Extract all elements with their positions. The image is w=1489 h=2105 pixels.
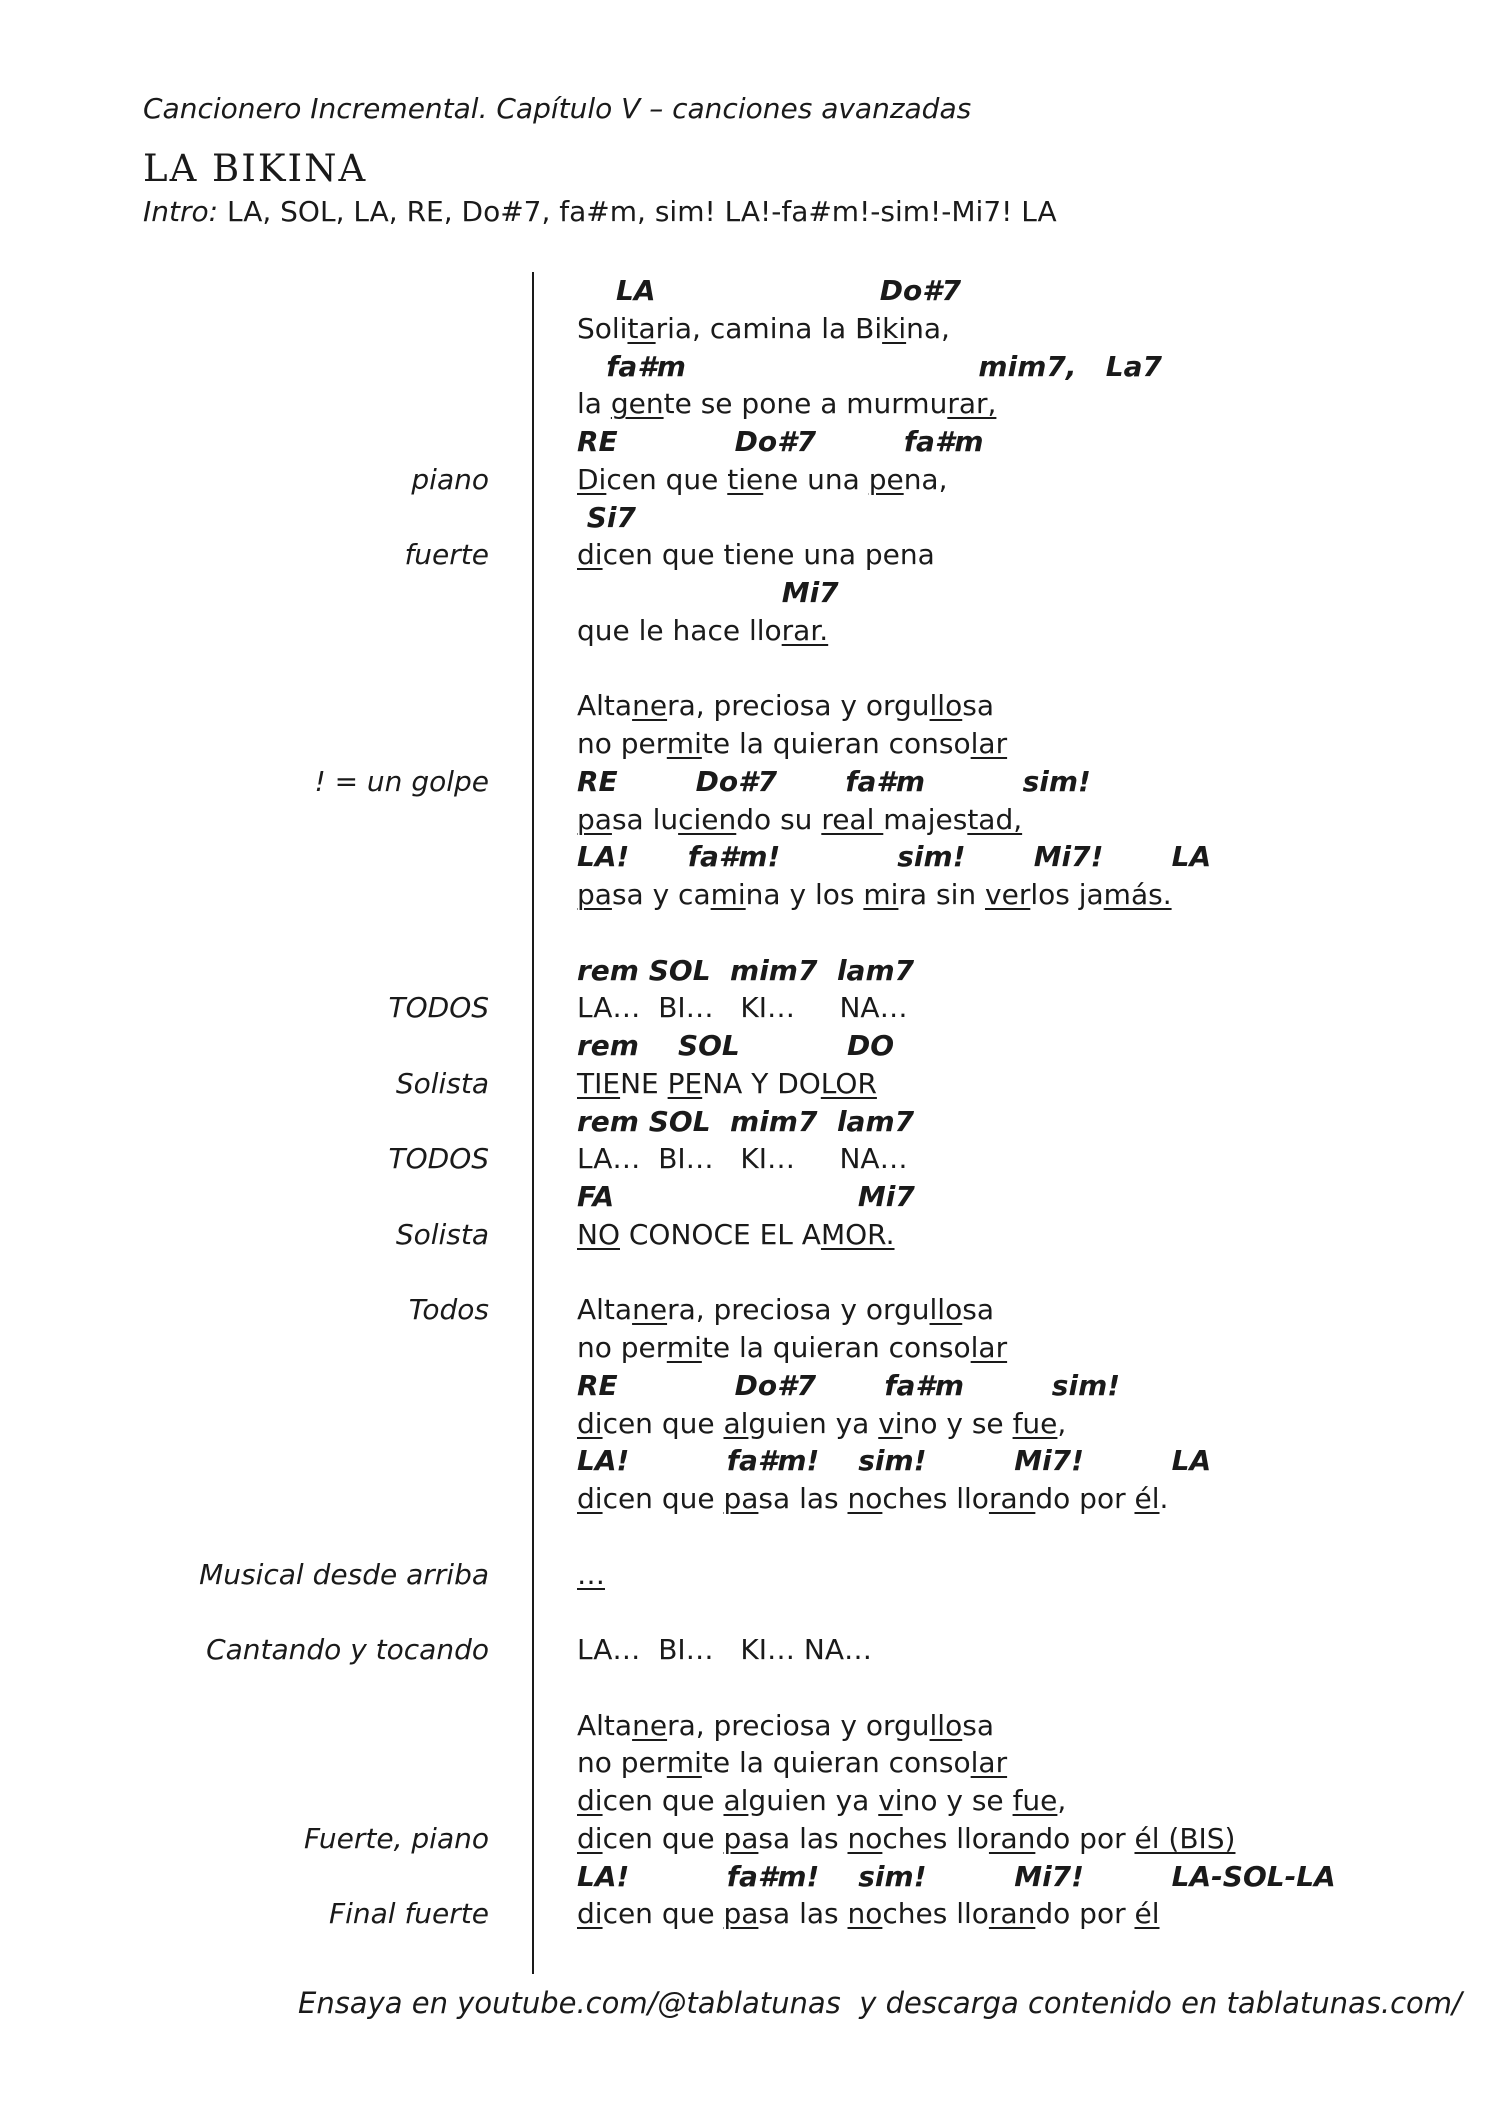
stressed-syllable: ne — [632, 689, 668, 723]
stressed-syllable: fue — [1012, 1784, 1058, 1817]
stressed-syllable: PE — [667, 1066, 703, 1100]
stressed-syllable: di — [577, 1784, 603, 1817]
stressed-syllable: ran — [988, 1821, 1036, 1855]
stressed-syllable: lar — [970, 727, 1008, 760]
chord-line: RE Do#7 fa#m sim! — [577, 1368, 1121, 1402]
footer-note: Ensaya en youtube.com/@tablatunas y descarga contenido en tablatunas.com/ — [298, 1986, 1462, 2020]
stressed-syllable: no — [847, 1897, 883, 1931]
stressed-syllable: llo — [929, 689, 963, 723]
performance-note: piano — [411, 462, 489, 496]
chord-line: RE Do#7 fa#m — [577, 425, 984, 458]
lyric-line: dicen que pasa las noches llorando por él. — [577, 1482, 1169, 1515]
song-title: LA BIKINA — [143, 147, 368, 190]
chord-line: LA Do#7 — [577, 274, 962, 307]
stressed-syllable: rar. — [781, 613, 829, 647]
lyric-line: pasa y camina y los mira sin verlos jamás. — [577, 878, 1172, 911]
stressed-syllable: pa — [723, 1821, 759, 1855]
stressed-syllable: al — [723, 1406, 749, 1440]
stressed-syllable: ran — [988, 1897, 1036, 1931]
stressed-syllable: ki — [882, 311, 907, 345]
stressed-syllable: vi — [878, 1784, 903, 1817]
performance-note: ! = un golpe — [314, 764, 489, 798]
performance-note: Musical desde arriba — [199, 1557, 489, 1591]
lyric-line: dicen que tiene una pena — [577, 538, 935, 572]
stressed-syllable: pa — [577, 878, 612, 911]
stressed-syllable: mi — [863, 878, 899, 911]
stressed-syllable: Di — [577, 462, 607, 496]
stressed-syllable: mi — [666, 1746, 702, 1780]
stressed-syllable: MOR. — [820, 1217, 895, 1251]
lyric-line: TIENE PENA Y DOLOR — [577, 1066, 877, 1100]
stressed-syllable: lar — [970, 1331, 1008, 1364]
performance-note: Solista — [395, 1217, 489, 1251]
performance-note: fuerte — [404, 538, 489, 572]
stressed-syllable: pa — [577, 802, 612, 836]
stressed-syllable: di — [577, 1406, 603, 1440]
stressed-syllable: mi — [666, 727, 702, 760]
lyric-line: Solitaria, camina la Bikina, — [577, 311, 950, 345]
intro-line — [143, 195, 1057, 228]
lyric-line: dicen que pasa las noches llorando por él (BIS) — [577, 1821, 1236, 1855]
lyric-line: dicen que pasa las noches llorando por él — [577, 1897, 1160, 1931]
stressed-syllable: pe — [868, 462, 904, 496]
stressed-syllable: ne — [632, 1293, 668, 1327]
stressed-syllable: lar — [970, 1746, 1008, 1780]
performance-note: TODOS — [388, 1142, 489, 1176]
lyric-line: que le hace llorar. — [577, 613, 829, 647]
chord-line: rem SOL mim7 lam7 — [577, 953, 915, 987]
stressed-syllable: no — [847, 1821, 883, 1855]
stressed-syllable: tie — [727, 462, 764, 496]
stressed-syllable: tad, — [967, 802, 1023, 836]
chord-line: FA Mi7 — [577, 1180, 915, 1213]
lyric-line: no permite la quieran consolar — [577, 727, 1008, 760]
performance-note: Todos — [408, 1293, 489, 1327]
performance-note: Final fuerte — [328, 1897, 489, 1931]
chord-line: LA! fa#m! sim! Mi7! LA — [577, 1444, 1212, 1478]
stressed-syllable: fue — [1012, 1406, 1058, 1440]
stressed-syllable: él (BIS) — [1134, 1821, 1236, 1855]
stressed-syllable: pa — [723, 1897, 759, 1931]
lyric-line: Altanera, preciosa y orgullosa — [577, 689, 994, 723]
performance-note: Cantando y tocando — [206, 1633, 489, 1666]
lyric-line: NO CONOCE EL AMOR. — [577, 1217, 895, 1251]
stressed-syllable: ta — [627, 311, 656, 345]
stressed-syllable: él — [1134, 1897, 1160, 1931]
stressed-syllable: rar, — [947, 387, 997, 421]
stressed-syllable: LOR — [820, 1066, 877, 1100]
lyric-line: dicen que alguien ya vino y se fue, — [577, 1406, 1067, 1440]
stressed-syllable: gen — [610, 387, 664, 421]
column-divider — [532, 272, 534, 1974]
performance-note: TODOS — [388, 991, 489, 1025]
stressed-syllable: di — [577, 1482, 603, 1515]
stressed-syllable: pa — [723, 1482, 759, 1515]
chord-line: rem SOL mim7 lam7 — [577, 1104, 915, 1138]
stressed-syllable: vi — [878, 1406, 903, 1440]
intro-label: Intro: — [143, 195, 219, 228]
performance-note: Solista — [395, 1066, 489, 1100]
stressed-syllable: mi — [666, 1331, 702, 1364]
lyric-line — [577, 1556, 605, 1594]
stressed-syllable: él — [1134, 1482, 1160, 1515]
stressed-syllable: TIE — [577, 1066, 621, 1100]
lyric-line: no permite la quieran consolar — [577, 1746, 1008, 1780]
stressed-syllable: mi — [710, 878, 746, 911]
stressed-syllable: di — [577, 538, 603, 572]
stressed-syllable: al — [723, 1784, 749, 1817]
chord-line: fa#m mim7, La7 — [577, 349, 1162, 383]
stressed-syllable: ne — [632, 1708, 668, 1742]
lyric-line: LA… BI… KI… NA… — [577, 1633, 872, 1666]
stressed-syllable: más. — [1103, 878, 1172, 911]
chord-line: LA! fa#m! sim! Mi7! LA — [577, 840, 1212, 874]
songbook-header: Cancionero Incremental. Capítulo V – canciones avanzadas — [143, 92, 972, 125]
lyric-line: LA… BI… KI… NA… — [577, 991, 908, 1025]
stressed-syllable: … — [577, 1557, 605, 1591]
chord-line: LA! fa#m! sim! Mi7! LA-SOL-LA — [577, 1859, 1336, 1893]
chord-line: rem SOL DO — [577, 1029, 895, 1062]
lyric-line: LA… BI… KI… NA… — [577, 1142, 908, 1176]
lyric-line: Altanera, preciosa y orgullosa — [577, 1293, 994, 1327]
chord-line: RE Do#7 fa#m sim! — [577, 764, 1091, 798]
lyric-line: Dicen que tiene una pena, — [577, 462, 948, 496]
lyric-line: la gente se pone a murmurar, — [577, 387, 997, 421]
lyric-line: no permite la quieran consolar — [577, 1331, 1008, 1364]
stressed-syllable: real — [821, 802, 884, 836]
lyric-line: dicen que alguien ya vino y se fue, — [577, 1784, 1067, 1817]
intro-chords: LA, SOL, LA, RE, Do#7, fa#m, sim! LA!-fa#m!-sim!-Mi7! LA — [218, 195, 1057, 228]
stressed-syllable: no — [847, 1482, 883, 1515]
chord-line: Si7 — [577, 500, 636, 534]
lyric-line: Altanera, preciosa y orgullosa — [577, 1708, 994, 1742]
stressed-syllable: ver — [985, 878, 1031, 911]
stressed-syllable: llo — [929, 1708, 963, 1742]
stressed-syllable: llo — [929, 1293, 963, 1327]
stressed-syllable: di — [577, 1897, 603, 1931]
stressed-syllable: di — [577, 1821, 603, 1855]
stressed-syllable: cien — [678, 802, 737, 836]
stressed-syllable: ran — [988, 1482, 1036, 1515]
chord-line: Mi7 — [577, 576, 839, 609]
lyric-line: pasa luciendo su real majestad, — [577, 802, 1023, 836]
performance-note: Fuerte, piano — [303, 1821, 489, 1855]
stressed-syllable: NO — [577, 1217, 620, 1251]
